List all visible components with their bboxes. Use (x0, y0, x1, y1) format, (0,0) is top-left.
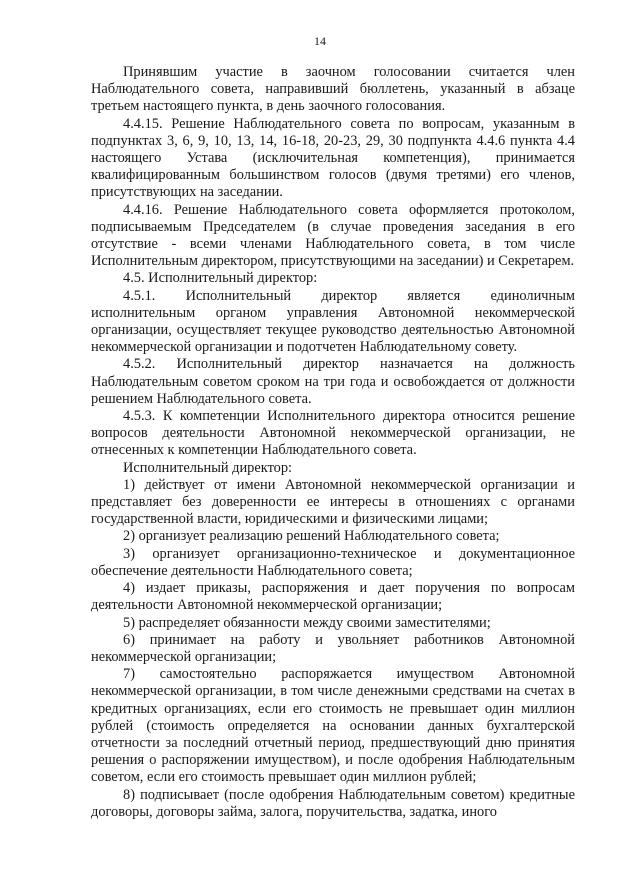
section-heading-4-5: 4.5. Исполнительный директор: (123, 270, 318, 287)
page-number: 14 (314, 34, 326, 48)
paragraph-4-5-1: 4.5.1. Исполнительный директор является единоличным исполнительным органом управления Автономной некоммерческой организации, осуществляет текущее руководство деятельностью Автономной некоммерческой организации и подотчетен Наблюдательному совету. (91, 287, 575, 356)
list-item-1: 1) действует от имени Автономной некоммерческой организации и представляет без доверенности ее интересы в отношениях с органами государственной власти, юридическими и физическими лицами; (91, 476, 575, 528)
list-item-7: 7) самостоятельно распоряжается имуществом Автономной некоммерческой организации, в том числе денежными средствами на счетах в кредитных организациях, если его стоимость не превышает один миллион рублей (стоимость определяется на основании данных бухгалтерской отчетности за последний отчетный период, предшествующий дню принятия решения о распоряжении имуществом), и после одобрения Наблюдательным советом, если его стоимость превышает один миллион рублей; (91, 666, 575, 786)
paragraph-4-5-3: 4.5.3. К компетенции Исполнительного директора относится решение вопросов деятельности Автономной некоммерческой организации, не отнесенных к компетенции Наблюдательного совета. (91, 408, 575, 459)
paragraph-4-4-15: 4.4.15. Решение Наблюдательного совета по вопросам, указанным в подпунктах 3, 6, 9, 10, 13, 14, 16-18, 20-23, 29, 30 подпункта 4.4.6 пункта 4.4 настоящего Устава (исключительная компетенция), принимается квалифицированным большинством голосов (двумя третями) его членов, присутствующих на заседании. (91, 115, 575, 201)
list-intro: Исполнительный директор: (123, 459, 293, 476)
list-item-5: 5) распределяет обязанности между своими заместителями; (123, 614, 491, 631)
list-item-3: 3) организует организационно-техническое и документационное обеспечение деятельности Наблюдательного совета; (91, 545, 575, 579)
paragraph-voting-participation: Принявшим участие в заочном голосовании считается член Наблюдательного совета, направивший бюллетень, указанный в абзаце третьем настоящего пункта, в день заочного голосования. (91, 64, 575, 115)
list-item-2: 2) организует реализацию решений Наблюдательного совета; (123, 528, 500, 545)
list-item-4: 4) издает приказы, распоряжения и дает поручения по вопросам деятельности Автономной некоммерческой организации; (91, 580, 575, 614)
list-item-8: 8) подписывает (после одобрения Наблюдательным советом) кредитные договоры, договоры займа, залога, поручительства, задатка, иного (91, 786, 575, 820)
paragraph-4-5-2: 4.5.2. Исполнительный директор назначается на должность Наблюдательным советом сроком на три года и освобождается от должности решением Наблюдательного совета. (91, 356, 575, 407)
list-item-6: 6) принимает на работу и увольняет работников Автономной некоммерческой организации; (91, 631, 575, 665)
paragraph-4-4-16: 4.4.16. Решение Наблюдательного совета оформляется протоколом, подписываемым Председателем (в случае проведения заседания в его отсутствие - всеми членами Наблюдательного совета, в том числе Исполнительным директором, присутствующими на заседании) и Секретарем. (91, 201, 575, 270)
document-body (91, 64, 575, 821)
